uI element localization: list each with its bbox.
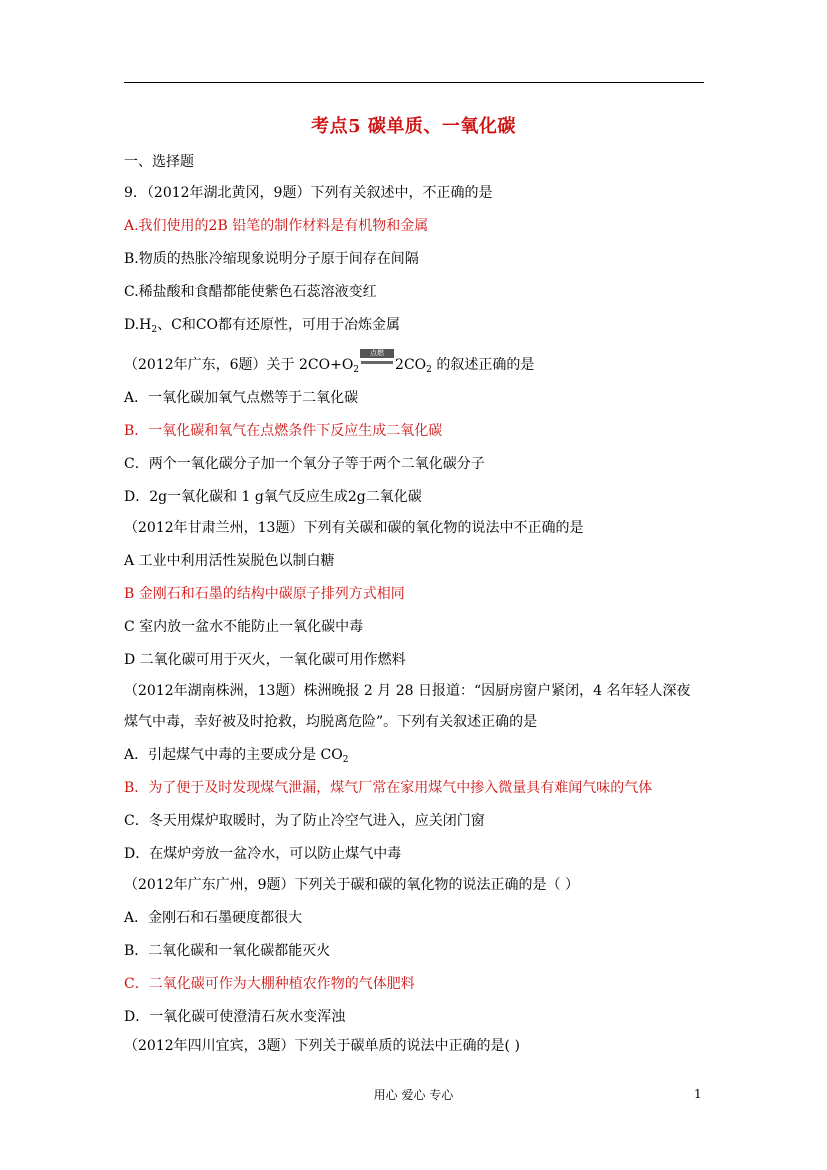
question-1-stem: 9．（2012年湖北黄冈，9题）下列有关叙述中，不正确的是 bbox=[124, 185, 493, 201]
header-rule bbox=[124, 82, 704, 83]
question-4-option-a: A．引起煤气中毒的主要成分是 $CO_2$ bbox=[124, 747, 349, 765]
reaction-arrow-icon: 点燃 bbox=[360, 356, 394, 370]
question-4-option-c: C．冬天用煤炉取暖时，为了防止冷空气进入，应关闭门窗 bbox=[124, 813, 485, 829]
question-3-stem: （2012年甘肃兰州，13题）下列有关碳和碳的氧化物的说法中不正确的是 bbox=[124, 520, 584, 536]
question-4-stem-line-1: （2012年湖南株洲，13题）株洲晚报 2 月 28 日报道：“因厨房窗户紧闭，4 名年轻人深夜 bbox=[124, 683, 691, 699]
question-1-option-c: C.稀盐酸和食醋都能使紫色石蕊溶液变红 bbox=[124, 284, 377, 300]
question-2-option-c: C．两个一氧化碳分子加一个氧分子等于两个二氧化碳分子 bbox=[124, 456, 485, 472]
question-4-stem-line-2: 煤气中毒，幸好被及时抢救，均脱离危险”。下列有关叙述正确的是 bbox=[124, 714, 538, 730]
question-1-option-b: B.物质的热胀冷缩现象说明分子原于间存在间隔 bbox=[124, 251, 419, 267]
question-1-option-a: A.我们使用的2B 铅笔的制作材料是有机物和金属 bbox=[124, 218, 429, 234]
page-title: 考点5 碳单质、一氧化碳 bbox=[311, 116, 516, 137]
question-5-option-a: A．金刚石和石墨硬度都很大 bbox=[124, 910, 303, 926]
question-6-stem: （2012年四川宜宾，3题）下列关于碳单质的说法中正确的是( ) bbox=[124, 1038, 520, 1054]
question-2-option-d: D．2g一氧化碳和 1 g氧气反应生成2g二氧化碳 bbox=[124, 489, 422, 505]
question-3-option-b: B 金刚石和石墨的结构中碳原子排列方式相同 bbox=[124, 586, 405, 602]
question-4-option-b: B．为了便于及时发现煤气泄漏，煤气厂常在家用煤气中掺入微量具有难闻气味的气体 bbox=[124, 780, 653, 796]
question-5-stem: （2012年广东广州，9题）下列关于碳和碳的氧化物的说法正确的是（ ） bbox=[124, 877, 579, 893]
question-3-option-d: D 二氧化碳可用于灭火，一氧化碳可用作燃料 bbox=[124, 652, 406, 668]
question-5-option-b: B．二氧化碳和一氧化碳都能灭火 bbox=[124, 943, 331, 959]
page-number: 1 bbox=[694, 1087, 702, 1101]
question-5-option-d: D．一氧化碳可使澄清石灰水变浑浊 bbox=[124, 1009, 346, 1025]
question-2-stem: （2012年广东，6题）关于 $2CO+O_2$ 点燃 $2CO_2$ 的叙述正确的是 bbox=[124, 349, 535, 375]
question-4-option-d: D．在煤炉旁放一盆冷水，可以防止煤气中毒 bbox=[124, 846, 402, 862]
question-3-option-c: C 室内放一盆水不能防止一氧化碳中毒 bbox=[124, 619, 364, 635]
question-1-option-d: $D.H_2$、C和CO都有还原性，可用于冶炼金属 bbox=[124, 317, 401, 335]
question-5-option-c: C．二氧化碳可作为大棚种植农作物的气体肥料 bbox=[124, 976, 415, 992]
section-heading: 一、选择题 bbox=[124, 154, 194, 170]
question-2-option-a: A．一氧化碳加氧气点燃等于二氧化碳 bbox=[124, 390, 359, 406]
page-footer: 用心 爱心 专心 bbox=[373, 1088, 454, 1102]
question-3-option-a: A 工业中利用活性炭脱色以制白糖 bbox=[124, 553, 335, 569]
question-2-option-b: B．一氧化碳和氧气在点燃条件下反应生成二氧化碳 bbox=[124, 423, 443, 439]
